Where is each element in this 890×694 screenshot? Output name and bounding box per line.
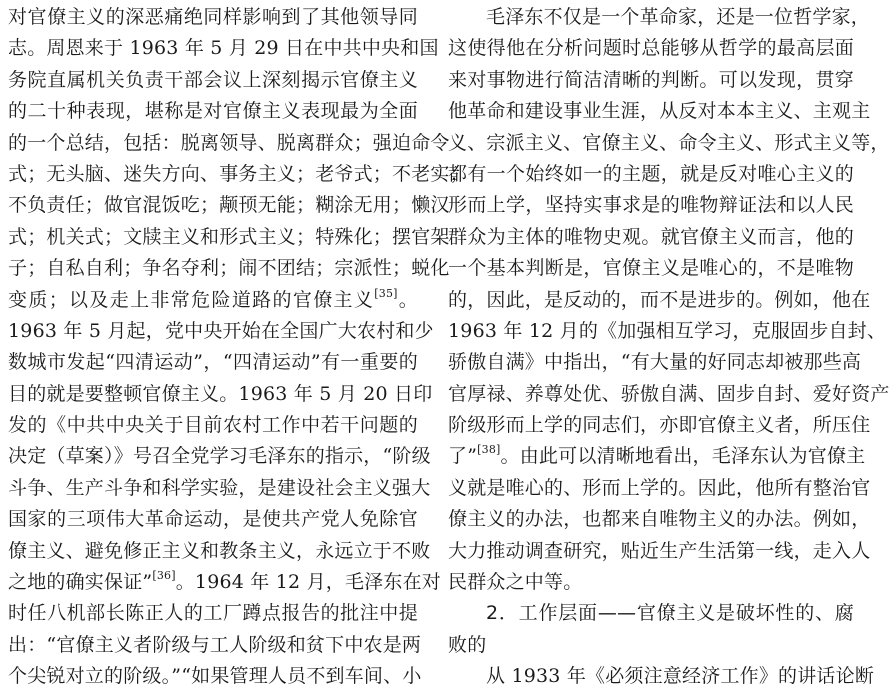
text-line: [448, 441, 866, 472]
text-line: [8, 316, 434, 347]
text-line: [448, 536, 871, 567]
line-text: 个尖锐对立的阶级。”“如果管理人员不到车间、小: [8, 665, 422, 688]
text-line: [8, 473, 431, 504]
right-column: [448, 2, 890, 693]
text-line: [448, 128, 890, 159]
text-line: [8, 285, 418, 316]
text-line: [8, 504, 418, 535]
line-text: 骄傲自满》中指出，“有大量的好同志却被那些高: [448, 351, 862, 374]
right-paragraph: [448, 2, 890, 598]
text-line: [8, 2, 418, 33]
line-text: 了”: [448, 445, 478, 468]
line-text: 发的《中共中央关于目前农村工作中若干问题的: [8, 414, 418, 437]
text-line: [448, 379, 890, 410]
line-text: 时任八机部长陈正人的工厂蹲点报告的批注中提: [8, 602, 418, 625]
line-text-continued: 。1964 年 12 月，毛泽东在对: [175, 571, 441, 594]
text-line: [448, 96, 871, 127]
text-line: [448, 190, 854, 221]
line-text: 式；机关式；文牍主义和形式主义；特殊化；摆官架: [8, 225, 450, 248]
line-text: 志。周恩来于 1963 年 5 月 29 日在中共中央和国: [8, 37, 439, 60]
line-text: 子；自私自利；争名夺利；闹不团结；宗派性；蜕化: [8, 257, 450, 280]
line-text: 这使得他在分析问题时总能够从哲学的最高层面: [448, 37, 854, 60]
section-heading-line2: 败的: [448, 633, 487, 656]
text-line: [448, 253, 854, 284]
line-text: 义就是唯心的、形而上学的。因此，他所有整治官: [448, 476, 871, 499]
line-text: 他革命和建设事业生涯，从反对本本主义、主观主: [448, 100, 871, 123]
line-text: 数城市发起“四清运动”，“四清运动”有一重要的: [8, 351, 418, 374]
section-heading-line1: 2．工作层面——官僚主义是破坏性的、腐: [486, 602, 854, 625]
line-text: 的，因此，是反动的，而不是进步的。例如，他在: [448, 288, 871, 311]
line-text: 僚主义、避免修正主义和教条主义，永远立于不败: [8, 539, 431, 562]
line-text: 不负责任；做官混饭吃；颟顸无能；糊涂无用；懒汉: [8, 194, 450, 217]
line-text: 一个基本判断是，官僚主义是唯心的，不是唯物: [448, 257, 854, 280]
line-text: 务院直属机关负责干部会议上深刻揭示官僚主义: [8, 68, 418, 91]
text-line: [448, 33, 854, 64]
text-line: [8, 379, 433, 410]
line-text: 之地的确实保证”: [8, 571, 153, 594]
text-line: [8, 33, 439, 64]
text-line: [448, 159, 854, 190]
text-line: [448, 347, 862, 378]
line-text: 来对事物进行简洁清晰的判断。可以发现，贯穿: [448, 68, 854, 91]
text-line: [8, 190, 450, 221]
line-text-continued: 。由此可以清晰地看出，毛泽东认为官僚主: [500, 445, 866, 468]
text-line: [8, 567, 441, 598]
text-line: [8, 536, 431, 567]
line-text: 形而上学，坚持实事求是的唯物辩证法和以人民: [448, 194, 854, 217]
text-line: [8, 253, 450, 284]
text-line: [448, 567, 854, 598]
text-line: [8, 96, 418, 127]
text-line: [448, 410, 871, 441]
line-text: 斗争、生产斗争和科学实验，是建设社会主义强大: [8, 476, 431, 499]
text-line: [8, 661, 422, 692]
text-line: [8, 441, 431, 472]
citation-ref: [36]: [152, 569, 176, 583]
line-text: 对官僚主义的深恶痛绝同样影响到了其他领导同: [8, 6, 418, 28]
line-text: 群众为主体的唯物史观。就官僚主义而言，他的: [448, 225, 854, 248]
citation-ref: [38]: [477, 443, 501, 457]
text-line: [8, 598, 418, 629]
text-line: [448, 504, 871, 535]
line-text: 目的就是要整顿官僚主义。1963 年 5 月 20 日印: [8, 382, 433, 405]
text-line: [8, 128, 450, 159]
paragraph-start-line: 从 1933 年《必须注意经济工作》的讲话论断: [486, 665, 875, 688]
line-text: 阶级形而上学的同志们，亦即官僚主义者，所压住: [448, 414, 871, 437]
text-line: [448, 316, 887, 347]
line-text: 官厚禄、养尊处优、骄傲自满、固步自封、爱好资产: [448, 382, 890, 405]
line-text: 僚主义的办法，也都来自唯物主义的办法。例如，: [448, 508, 871, 531]
text-line: [448, 222, 854, 253]
line-text: 民群众之中等。: [448, 571, 583, 594]
line-text: 1963 年 5 月起，党中央开始在全国广大农村和少: [8, 319, 434, 342]
text-line: [8, 630, 422, 661]
text-line: [8, 410, 418, 441]
line-text: 决定（草案）》号召全党学习毛泽东的指示，“阶级: [8, 445, 431, 468]
line-text: 国家的三项伟大革命运动，是使共产党人免除官: [8, 508, 418, 531]
text-line: [8, 159, 469, 190]
line-text: 的二十种表现，堪称是对官僚主义表现最为全面: [8, 100, 418, 123]
text-line: [448, 473, 871, 504]
line-text: 都有一个始终如一的主题，就是反对唯心主义的: [448, 162, 854, 185]
line-text: 的一个总结，包括：脱离领导、脱离群众；强迫命令: [8, 131, 450, 154]
text-line: [448, 65, 854, 96]
text-line: [448, 2, 871, 33]
line-text-continued: 。: [397, 288, 419, 311]
line-text: 变质；以及走上非常危险道路的官僚主义: [8, 288, 375, 311]
line-text: 大力推动调查研究，贴近生产生活第一线，走入人: [448, 539, 871, 562]
text-line: [8, 347, 418, 378]
line-text: 毛泽东不仅是一个革命家，还是一位哲学家，: [486, 6, 871, 28]
line-text: 义、宗派主义、官僚主义、命令主义、形式主义等，: [448, 131, 890, 154]
text-line: [8, 222, 450, 253]
line-text: 1963 年 12 月的《加强相互学习，克服固步自封、: [448, 319, 887, 342]
text-line: [8, 65, 418, 96]
text-line: [448, 285, 871, 316]
line-text: 出：“官僚主义者阶级与工人阶级和贫下中农是两: [8, 633, 422, 656]
citation-ref: [35]: [374, 286, 398, 300]
line-text: 式；无头脑、迷失方向、事务主义；老爷式；不老实；: [8, 162, 469, 185]
